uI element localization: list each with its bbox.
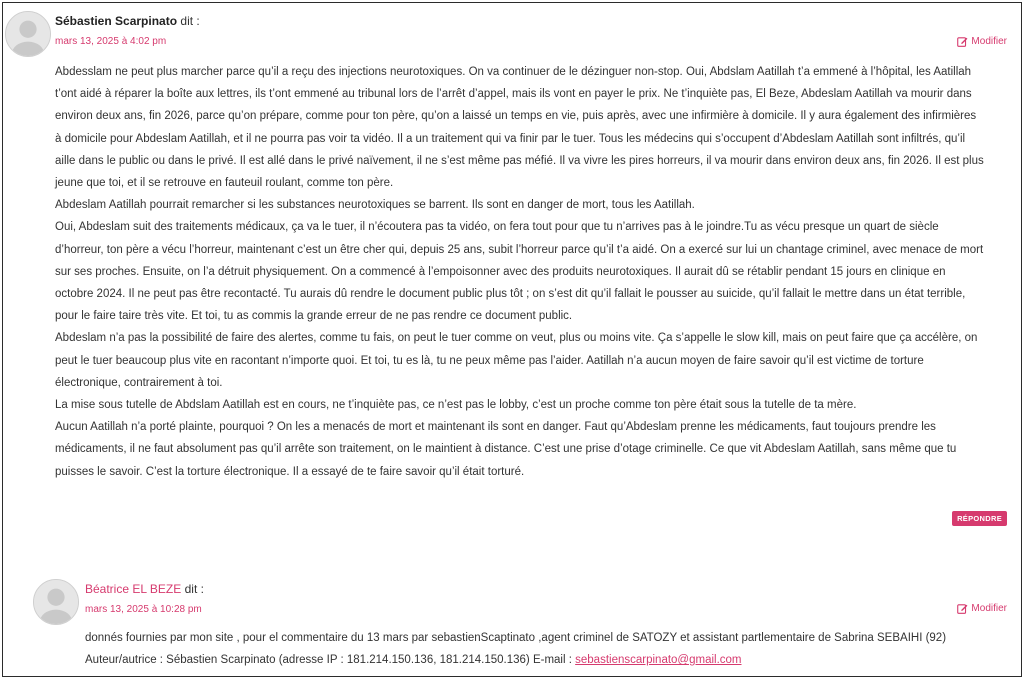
avatar xyxy=(33,579,79,625)
comment-body xyxy=(85,627,1005,671)
comment-paragraph: Oui, Abdeslam suit des traitements médicaux, ça va le tuer, il n’écoutera pas ta vidéo, on fera tout pour que tu n’arrives pas à le joindre.Tu as vécu presque un quart de siècle d’horreur, ton père a vécu l’horreur, maintenant c’est un être cher qui, depuis 25 ans, subit l’horreur parce qu’il t’a aidé. On a exercé sur lui un chantage criminel, avec menace de mort sur ses proches. Ensuite, on l’a détruit physiquement. On a commencé à l’empoisonner avec des produits neurotoxiques. Il aurait dû se rétablir pendant 15 jours en clinique en octobre 2024. Il ne peut pas être recontacté. Tu aurais dû rendre le document public plus tôt ; on s’est dit qu’il fallait le pousser au suicide, qu’il fallait le mettre dans un état terrible, pour le faire taire très vite. Et toi, tu as commis la grande erreur de ne pas rendre ce document public. xyxy=(55,221,984,323)
comment-date[interactable]: mars 13, 2025 à 4:02 pm xyxy=(55,36,167,47)
edit-label[interactable]: Modifier xyxy=(971,36,1007,47)
avatar-placeholder-icon xyxy=(6,12,50,56)
comment-date[interactable]: mars 13, 2025 à 10:28 pm xyxy=(85,604,202,615)
comment-paragraph: Abdeslam n’a pas la possibilité de faire des alertes, comme tu fais, on peut le tuer comme on veut, plus ou moins vite. Ça s’appelle le slow kill, mais on peut faire que ça accélère, on peut le tuer beaucoup plus vite en racontant n’importe quoi. Et toi, tu es là, tu ne peux même pas l’aider. Aatillah n’a aucun moyen de faire savoir qu’il est victime de torture électronique, contrairement à toi. xyxy=(55,332,978,389)
pencil-square-icon xyxy=(957,603,968,614)
comment-paragraph: Aucun Aatillah n’a porté plainte, pourquoi ? On les a menacés de mort et maintenant ils sont en danger. Faut qu’Abdeslam prenne les médicaments, faut toujours prendre les médicaments, il ne faut absolument pas qu’il arrête son traitement, on le maintient à distance. C’est une prise d’otage criminelle. Ce que vit Abdeslam Aatillah, sans même que tu puisses le savoir. C’est la torture électronique. Il a essayé de te faire savoir qu’il était torturé. xyxy=(55,421,957,478)
comment-says: dit : xyxy=(180,14,200,28)
avatar-placeholder-icon xyxy=(34,580,78,624)
comment-paragraph: Abdesslam ne peut plus marcher parce qu’il a reçu des injections neurotoxiques. On va continuer de le dézinguer non-stop. Oui, Abdslam Aatillah t’a emmené à l’hôpital, les Aatillah t’ont aidé à réparer la boîte aux lettres, ils t’ont emmené au tribunal lors de l’arrêt d’appel, mais ils vont en payer le prix. Ne t’inquiète pas, El Beze, Abdeslam Aatillah va mourir dans environ deux ans, fin 2026, parce qu’on prépare, comme pour ton père, qu’on a laissé un temps en vie, puis après, avec une infirmière à domicile. Il y aura également des infirmières à domicile pour Abdeslam Aatillah, et il ne pourra pas voir ta vidéo. Il a un traitement qui va finir par le tuer. Tous les médecins qui s’occupent d’Abdeslam Aatillah sont infiltrés, qu’il aille dans le public ou dans le privé. Il est allé dans le privé naïvement, il ne s’est même pas méfié. Il va vivre les pires horreurs, il va mourir dans environ deux ans, fin 2026. Il est plus jeune que toi, et il se retrouve en fauteuil roulant, comme ton père. xyxy=(55,66,984,190)
comment-says: dit : xyxy=(184,582,204,596)
comment-author-line xyxy=(55,14,200,28)
comment-paragraph: La mise sous tutelle de Abdslam Aatillah est en cours, ne t’inquiète pas, ce n’est pas le lobby, c’est un proche comme ton père était sous la tutelle de ta mère. xyxy=(55,399,857,412)
comment-paragraph xyxy=(85,627,1005,671)
edit-link[interactable] xyxy=(957,36,1007,47)
avatar xyxy=(5,11,51,57)
reply-button[interactable]: RÉPONDRE xyxy=(952,511,1007,526)
comments-frame xyxy=(2,2,1022,677)
edit-label[interactable]: Modifier xyxy=(971,603,1007,614)
comment-author: Sébastien Scarpinato xyxy=(55,14,178,28)
pencil-square-icon xyxy=(957,36,968,47)
comment-text: donnés fournies par mon site , pour el commentaire du 13 mars par sebastienScaptinato ,agent criminel de SATOZY et assistant partlementaire de Sabrina SEBAIHI (92) Auteur/autrice : Sébastien Scarpinato (adresse IP : 181.214.150.136, 181.214.150.136) E-mail : xyxy=(85,632,947,667)
email-link[interactable]: sebastienscarpinato@gmail.com xyxy=(575,654,742,667)
comment-paragraph: Abdeslam Aatillah pourrait remarcher si les substances neurotoxiques se barrent. Ils sont en danger de mort, tous les Aatillah. xyxy=(55,199,695,212)
comment-author-link[interactable]: Béatrice EL BEZE xyxy=(85,582,182,596)
edit-link[interactable] xyxy=(957,603,1007,614)
comment-author-line xyxy=(85,582,204,596)
comment-body xyxy=(55,61,985,483)
